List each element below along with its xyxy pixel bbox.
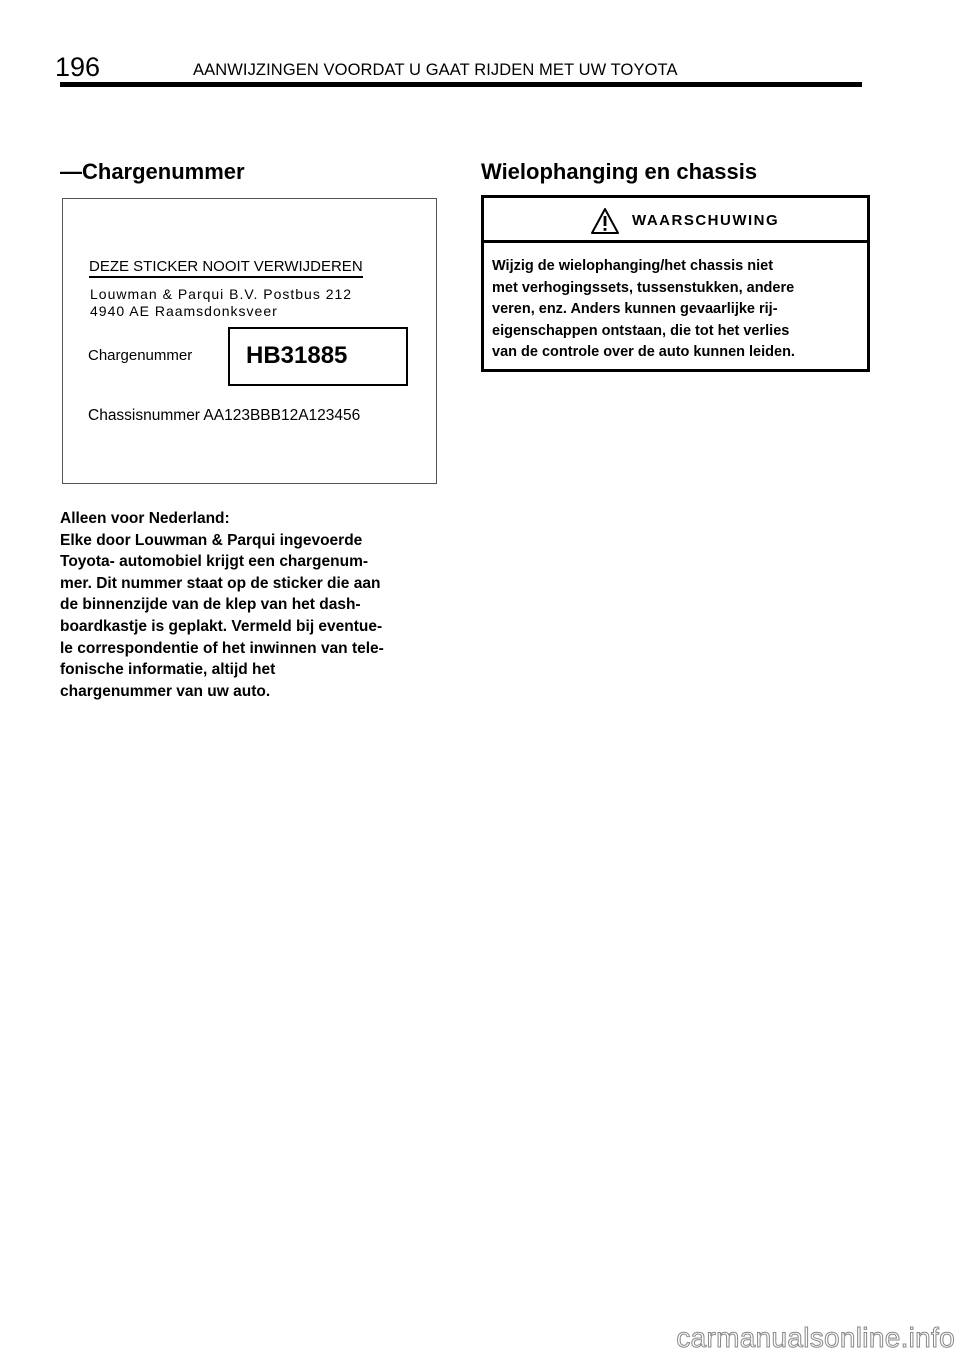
sticker-address-line-2: 4940 AE Raamsdonksveer [90, 303, 278, 319]
charge-number-value: HB31885 [246, 342, 348, 369]
page-number: 196 [55, 52, 101, 82]
warning-line: met verhogingssets, tussenstukken, andere [492, 279, 795, 296]
warning-title: WAARSCHUWING [632, 212, 780, 229]
body-line: boardkastje is geplakt. Vermeld bij eventue- [60, 617, 383, 635]
sticker-warning: DEZE STICKER NOOIT VERWIJDEREN [89, 258, 363, 278]
body-line: fonische informatie, altijd het [60, 661, 276, 679]
chassis-number: Chassisnummer AA123BBB12A123456 [88, 407, 361, 424]
body-line: Toyota- automobiel krijgt een chargenum- [60, 553, 369, 571]
section-title-wielophanging: Wielophanging en chassis [481, 159, 758, 184]
sticker-address-line-1: Louwman & Parqui B.V. Postbus 212 [90, 286, 353, 302]
warning-box [481, 195, 870, 372]
warning-line: eigenschappen ontstaan, die tot het verlies [492, 322, 790, 339]
warning-line: van de controle over de auto kunnen leiden. [492, 344, 795, 361]
warning-triangle-icon [590, 207, 620, 235]
watermark: carmanualsonline.info [676, 1322, 955, 1353]
charge-number-box [228, 327, 408, 386]
charge-number-sticker [62, 198, 437, 484]
charge-number-label: Chargenummer [88, 347, 193, 364]
body-line: chargenummer van uw auto. [60, 682, 271, 700]
warning-text [492, 256, 862, 364]
body-line: mer. Dit nummer staat op de sticker die aan [60, 574, 381, 592]
body-line: le correspondentie of het inwinnen van tele- [60, 639, 384, 657]
body-line: Elke door Louwman & Parqui ingevoerde [60, 531, 363, 549]
warning-header [484, 198, 867, 243]
body-line: de binnenzijde van de klep van het dash- [60, 596, 361, 614]
running-title: AANWIJZINGEN VOORDAT U GAAT RIJDEN MET UW TOYOTA [193, 61, 678, 79]
section-title-chargenummer: —Chargenummer [60, 159, 245, 184]
body-line: Alleen voor Nederland: [60, 510, 230, 527]
header-rule [60, 82, 862, 87]
warning-line: veren, enz. Anders kunnen gevaarlijke rij- [492, 301, 778, 318]
charge-number-description [60, 508, 450, 702]
warning-line: Wijzig de wielophanging/het chassis niet [492, 258, 774, 274]
